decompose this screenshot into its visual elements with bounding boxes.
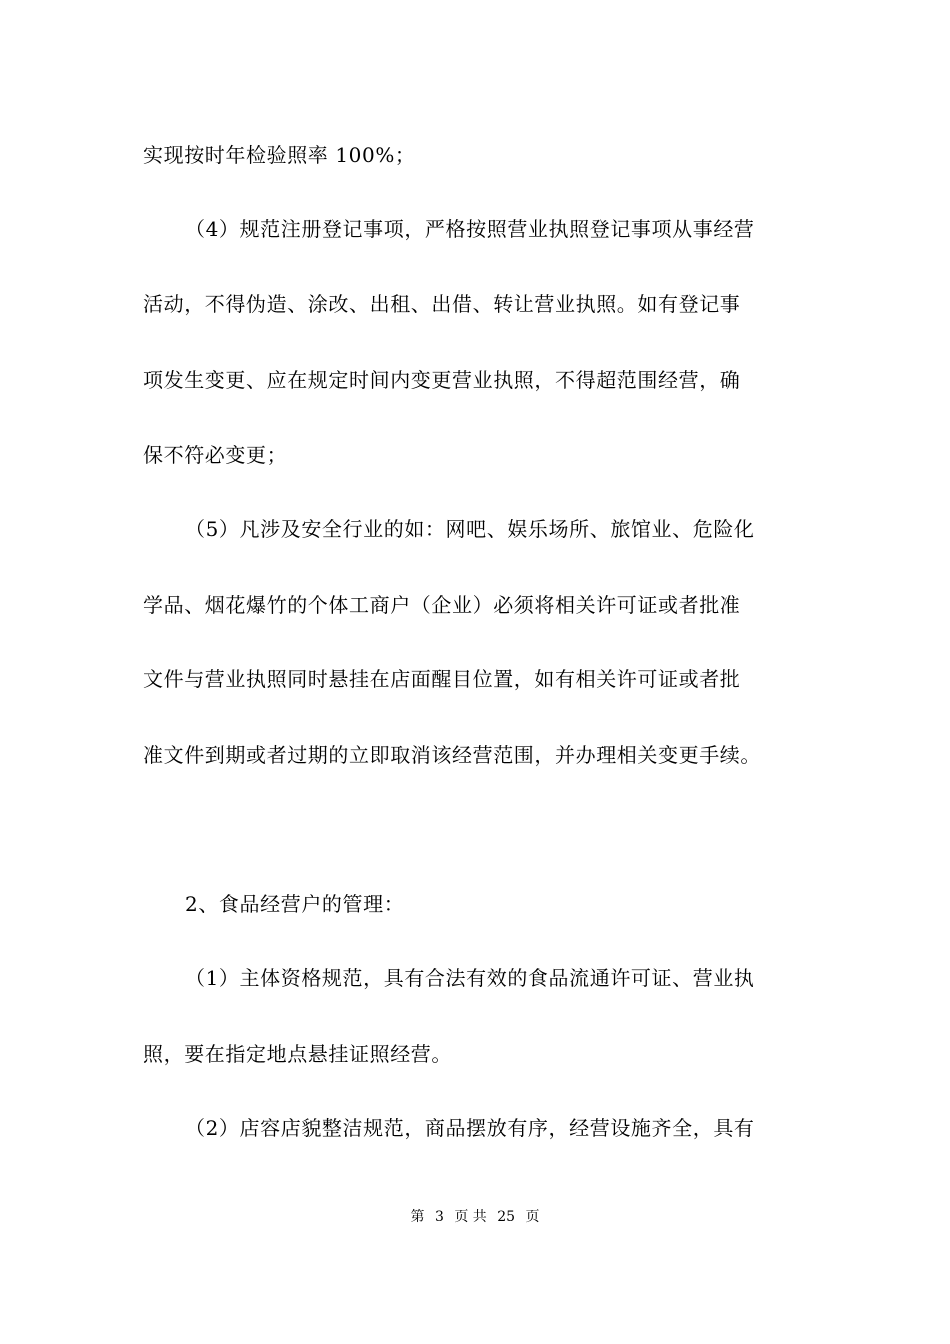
text-line-1: 实现按时年检验照率 100%； — [143, 143, 416, 167]
text-line-3: 活动，不得伪造、涂改、出租、出借、转让营业执照。如有登记事 — [143, 292, 741, 316]
page-footer — [0, 1207, 950, 1227]
text-line-5: 保不符必变更； — [143, 443, 288, 467]
text-line-8: 文件与营业执照同时悬挂在店面醒目位置，如有相关许可证或者批 — [143, 667, 741, 691]
text-line-2: （4）规范注册登记事项，严格按照营业执照登记事项从事经营 — [185, 217, 755, 241]
section-heading: 2、食品经营户的管理： — [185, 892, 405, 916]
text-line-13: （2）店容店貌整洁规范，商品摆放有序，经营设施齐全，具有 — [185, 1116, 755, 1140]
text-line-11: （1）主体资格规范，具有合法有效的食品流通许可证、营业执 — [185, 966, 755, 990]
footer-current-page: 3 — [434, 1209, 444, 1225]
text-line-7: 学品、烟花爆竹的个体工商户（企业）必须将相关许可证或者批准 — [143, 593, 741, 617]
footer-mid: 页 共 — [454, 1209, 487, 1225]
footer-prefix: 第 — [410, 1209, 425, 1225]
footer-total-pages: 25 — [497, 1209, 516, 1225]
text-line-12: 照，要在指定地点悬挂证照经营。 — [143, 1042, 452, 1066]
footer-suffix: 页 — [525, 1209, 540, 1225]
text-line-9: 准文件到期或者过期的立即取消该经营范围，并办理相关变更手续。 — [143, 743, 761, 767]
text-line-6: （5）凡涉及安全行业的如：网吧、娱乐场所、旅馆业、危险化 — [185, 517, 755, 541]
text-line-4: 项发生变更、应在规定时间内变更营业执照，不得超范围经营，确 — [143, 368, 741, 392]
